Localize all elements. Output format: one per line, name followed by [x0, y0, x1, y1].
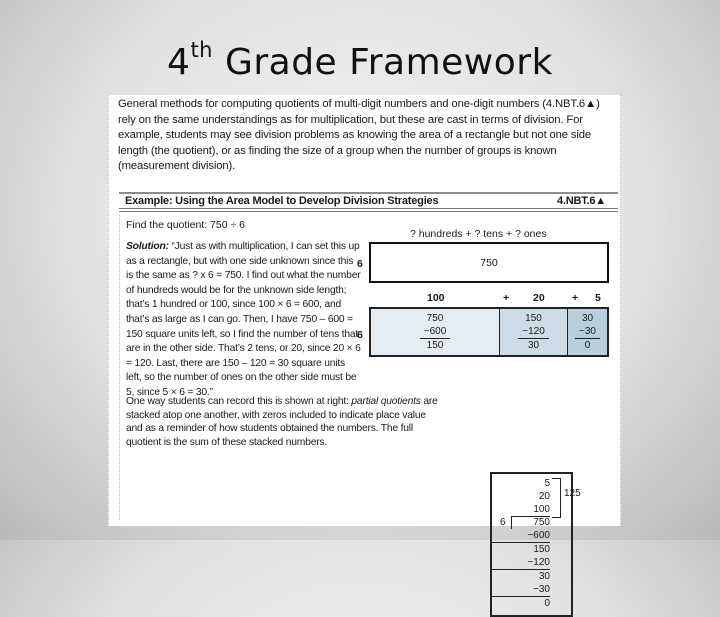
title-superscript: th	[190, 38, 213, 62]
example-header	[119, 192, 618, 212]
cell-top: 750	[426, 313, 444, 324]
pq-total: 125	[564, 488, 581, 499]
example-body	[119, 215, 619, 609]
area-model-rectangle	[369, 242, 609, 283]
intro-paragraph: General methods for computing quotients of multi-digit numbers and one-digit numbers (4.NBT.6▲) rely on the same understandings as for multiplication, but these are cast in terms of division. For example, students may see division problems as knowing the area of a rectangle but not one side length (the quotient), or as finding the size of a group when the number of groups is known (measurement division).	[118, 98, 600, 172]
header-ones: 5	[595, 292, 601, 304]
pq-tens: 20	[538, 491, 550, 502]
bracket-icon	[552, 478, 561, 518]
cell-subtract: −30	[575, 325, 600, 339]
header-plus: +	[503, 292, 510, 304]
example-title: Example: Using the Area Model to Develop Division Strategies	[125, 195, 439, 207]
solution-text: “Just as with multiplication, I can set this up as a rectangle, but with one side unknown since this is the same as ? x 6 = 750. I find out what the number of hundreds would be for the unknown side length; that’s 1 hundred or 100, since 100 × 6 = 600, and that’s as large as I can go. Then, I have 750 – 600 = 150 square units left, so I find the number of tens that are in the other side. That’s 2 tens, or 20, since 20 × 6 = 120. Last, there are 150 – 120 = 30 square units left, so the number of ones on the other side must be 5, since 5 × 6 = 30.”	[126, 241, 361, 398]
pq-step: 30	[538, 571, 550, 582]
cell-result: 0	[584, 340, 591, 351]
cell-subtract: −120	[518, 325, 549, 339]
solution-label: Solution:	[126, 241, 169, 252]
title-number: 4	[167, 42, 191, 83]
cell-top: 150	[525, 313, 542, 324]
pq-step: 150	[533, 544, 550, 555]
partial-quotients-paragraph	[126, 395, 444, 449]
area-cell-ones	[567, 309, 607, 355]
area-value: 750	[480, 256, 498, 269]
slide-title	[0, 38, 720, 83]
partial-quotients-box	[490, 472, 581, 617]
header-plus: +	[572, 292, 579, 304]
area-model-side-length: 6	[357, 258, 363, 270]
cell-result: 30	[527, 340, 540, 351]
record-text-2: are stacked atop one another, with zeros included to indicate place value and as a reminder of how students obtained the numbers. The full quotient is the sum of these stacked numbers.	[126, 396, 438, 448]
partial-quotients-column	[492, 477, 550, 610]
area-model-2-rectangle	[369, 307, 609, 357]
cell-result: 150	[426, 340, 444, 351]
area-model-2-headers	[369, 292, 609, 306]
pq-divisor: 6	[500, 517, 506, 528]
division-bracket-icon	[511, 516, 550, 529]
header-hundreds: 100	[427, 292, 445, 304]
standard-code: 4.NBT.6▲	[556, 195, 606, 207]
pq-remainder: 0	[544, 598, 550, 609]
area-model-2-side-length: 6	[357, 329, 363, 341]
header-tens: 20	[533, 292, 545, 304]
cell-subtract: −600	[420, 325, 451, 339]
find-quotient-prompt: Find the quotient: 750 ÷ 6	[126, 219, 246, 231]
framework-document-image	[108, 95, 621, 609]
pq-ones: 5	[544, 478, 550, 489]
cell-top: 30	[581, 313, 594, 324]
pq-step: −30	[492, 583, 550, 597]
pq-step: −120	[492, 556, 550, 570]
record-text-1: One way students can record this is shown at right:	[126, 396, 352, 407]
solution-paragraph	[126, 240, 362, 401]
area-model-unknown-label: ? hundreds + ? tens + ? ones	[410, 228, 547, 240]
area-cell-tens	[499, 309, 567, 355]
area-cell-hundreds	[371, 309, 499, 355]
pq-hundreds: 100	[533, 504, 550, 515]
record-italic-term: partial quotients	[351, 396, 421, 407]
title-text: Grade Framework	[213, 42, 553, 83]
pq-dividend: 750	[533, 517, 550, 528]
pq-step: −600	[492, 529, 550, 543]
